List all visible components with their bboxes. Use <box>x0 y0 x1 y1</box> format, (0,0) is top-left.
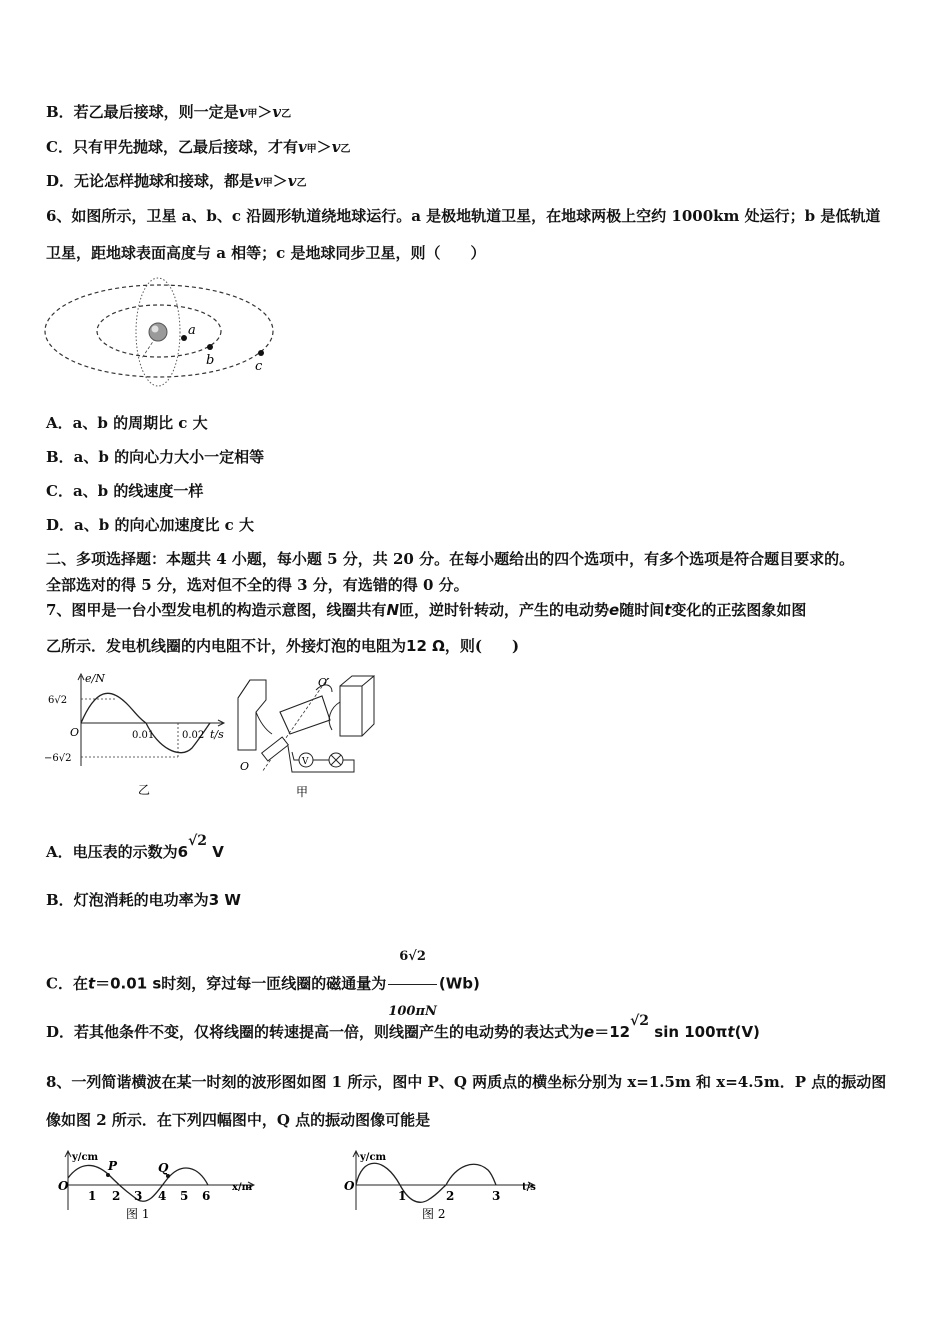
satellite-c <box>258 350 264 356</box>
q7-option-b: B．灯泡消耗的电功率为3 W <box>46 891 241 909</box>
q8-stem-line1: 8、一列简谐横波在某一时刻的波形图如图 1 所示，图中 P、Q 两质点的横坐标分别为 x=1.5m 和 x=4.5m．P 点的振动图 <box>46 1073 887 1091</box>
x-ticks <box>88 1189 210 1203</box>
x-axis-label: x/m <box>232 1182 253 1193</box>
tick-1: 1 <box>88 1189 97 1203</box>
emf-sine-graph <box>44 668 234 798</box>
q8-stem-line2: 像如图 2 所示．在下列四幅图中，Q 点的振动图像可能是 <box>46 1111 431 1129</box>
figure-caption: 图 1 <box>126 1207 150 1221</box>
section2-line2: 全部选对的得 5 分，选对但不全的得 3 分，有选错的得 0 分。 <box>46 576 469 594</box>
tick-3: 3 <box>134 1189 143 1203</box>
satellite-orbit-figure <box>44 276 284 394</box>
tick-3: 3 <box>492 1189 501 1203</box>
x-axis-label: t/s <box>522 1182 536 1193</box>
q7-option-c: C．在t＝0.01 s时刻，穿过每一匝线圈的磁通量为 $\frac{6√2}{100\pi N}$ (Wb) <box>46 932 480 1037</box>
tick-1: 1 <box>398 1189 407 1203</box>
q-label: Q <box>158 1161 169 1175</box>
label-b: b <box>206 353 215 368</box>
q5-option-c: C．只有甲先抛球，乙最后接球，才有v甲＞v乙 <box>46 138 351 156</box>
q5-option-b: B．若乙最后接球，则一定是v甲＞v乙 <box>46 103 292 121</box>
q5-option-d: D．无论怎样抛球和接球，都是v甲＞v乙 <box>46 172 307 190</box>
origin-label: O <box>70 726 80 739</box>
q7-option-d: D．若其他条件不变，仅将线圈的转速提高一倍，则线圈产生的电动势的表达式为e＝12√2 sin 100πt(V) <box>46 1013 760 1041</box>
x-axis-label: t/s <box>210 728 224 741</box>
q7-stem-line2: 乙所示．发电机线圈的内电阻不计，外接灯泡的电阻为12 Ω，则( ) <box>46 637 520 655</box>
t2-tick-label: 0.02 <box>182 730 205 741</box>
y-min-label: −6√2 <box>44 753 72 764</box>
wave-figure-2 <box>342 1148 547 1224</box>
o-prime-label: O′ <box>318 676 330 689</box>
flux-fraction: $\frac{6√2}{100\pi N}$ <box>388 932 437 1037</box>
q6-option-d: D．a、b 的向心加速度比 c 大 <box>46 516 255 534</box>
q7-option-a: A．电压表的示数为6√2 V <box>46 833 224 861</box>
tick-2: 2 <box>446 1189 455 1203</box>
figure-caption: 图 2 <box>422 1207 446 1221</box>
tick-5: 5 <box>180 1189 189 1203</box>
y-axis-label: e/N <box>85 672 105 685</box>
q6-stem-line1: 6、如图所示，卫星 a、b、c 沿圆形轨道绕地球运行。a 是极地轨道卫星，在地球两极上空约 1000km 处运行；b 是低轨道 <box>46 207 881 225</box>
q7-stem-line1: 7、图甲是一台小型发电机的构造示意图，线圈共有N匝，逆时针转动，产生的电动势e随时间t变化的正弦图象如图 <box>46 601 807 619</box>
origin-label: O <box>344 1179 355 1193</box>
wave-figure-1 <box>58 1148 263 1224</box>
voltmeter-symbol: V <box>302 757 309 767</box>
satellite-a <box>181 335 187 341</box>
y-axis-label: y/cm <box>360 1152 387 1163</box>
q6-option-c: C．a、b 的线速度一样 <box>46 482 204 500</box>
point-p <box>106 1173 110 1177</box>
origin-label: O <box>58 1179 69 1193</box>
q6-option-b: B．a、b 的向心力大小一定相等 <box>46 448 265 466</box>
vibration-curve <box>356 1163 496 1202</box>
satellite-b <box>207 344 213 350</box>
q6-stem-line2: 卫星，距地球表面高度与 a 相等；c 是地球同步卫星，则（ ） <box>46 244 486 262</box>
device-caption: 甲 <box>296 785 309 799</box>
graph-caption: 乙 <box>138 783 151 797</box>
y-max-label: 6√2 <box>48 695 68 706</box>
t1-tick-label: 0.01 <box>132 730 155 741</box>
section2-line1: 二、多项选择题：本题共 4 小题，每小题 5 分，共 20 分。在每小题给出的四个选项中，有多个选项是符合题目要求的。 <box>46 550 855 568</box>
o-label: O <box>240 760 250 773</box>
tick-4: 4 <box>158 1189 167 1203</box>
tick-6: 6 <box>202 1189 211 1203</box>
q6-option-a: A．a、b 的周期比 c 大 <box>46 414 208 432</box>
label-c: c <box>255 359 263 374</box>
p-label: P <box>108 1159 118 1173</box>
earth <box>149 323 167 341</box>
y-axis-label: y/cm <box>72 1152 99 1163</box>
generator-device <box>232 672 382 802</box>
tick-2: 2 <box>112 1189 121 1203</box>
label-a: a <box>188 323 196 338</box>
